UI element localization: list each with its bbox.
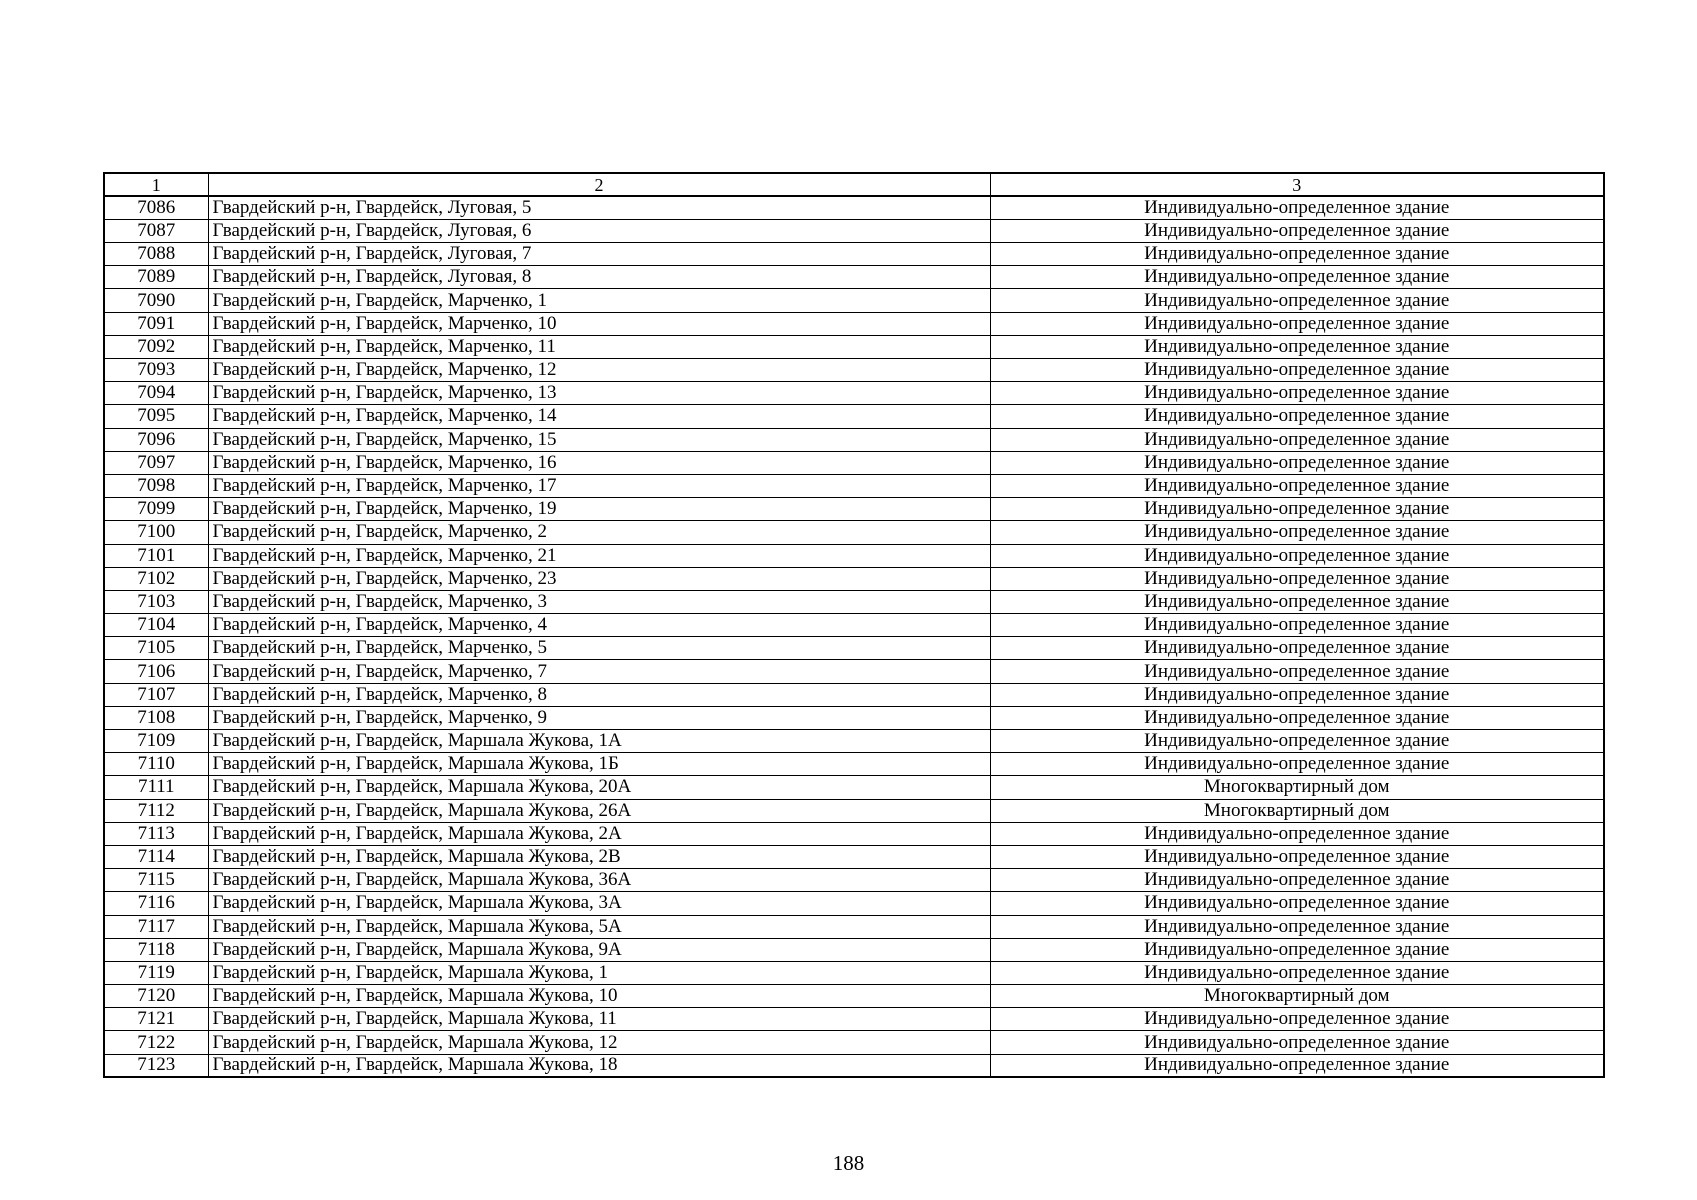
building-type-cell: Индивидуально-определенное здание (990, 428, 1604, 451)
row-number-cell: 7105 (104, 637, 208, 660)
table-row (104, 289, 1604, 312)
building-type-cell: Индивидуально-определенное здание (990, 567, 1604, 590)
row-number-cell: 7093 (104, 359, 208, 382)
table-row (104, 915, 1604, 938)
table-row (104, 961, 1604, 984)
building-type-cell: Индивидуально-определенное здание (990, 1031, 1604, 1054)
building-type-cell: Индивидуально-определенное здание (990, 892, 1604, 915)
row-number-cell: 7118 (104, 938, 208, 961)
building-type-cell: Индивидуально-определенное здание (990, 1054, 1604, 1077)
row-number-cell: 7123 (104, 1054, 208, 1077)
building-type-cell: Индивидуально-определенное здание (990, 382, 1604, 405)
column-header-address: 2 (208, 173, 990, 196)
address-cell: Гвардейский р-н, Гвардейск, Марченко, 16 (208, 451, 990, 474)
address-cell: Гвардейский р-н, Гвардейск, Марченко, 2 (208, 521, 990, 544)
row-number-cell: 7089 (104, 266, 208, 289)
address-cell: Гвардейский р-н, Гвардейск, Луговая, 8 (208, 266, 990, 289)
table-row (104, 985, 1604, 1008)
building-type-cell: Индивидуально-определенное здание (990, 660, 1604, 683)
row-number-cell: 7098 (104, 474, 208, 497)
building-type-cell: Индивидуально-определенное здание (990, 590, 1604, 613)
row-number-cell: 7114 (104, 845, 208, 868)
table-row (104, 637, 1604, 660)
row-number-cell: 7115 (104, 869, 208, 892)
table-row (104, 243, 1604, 266)
row-number-cell: 7113 (104, 822, 208, 845)
row-number-cell: 7122 (104, 1031, 208, 1054)
row-number-cell: 7120 (104, 985, 208, 1008)
row-number-cell: 7097 (104, 451, 208, 474)
address-cell: Гвардейский р-н, Гвардейск, Маршала Жукова, 1А (208, 730, 990, 753)
address-cell: Гвардейский р-н, Гвардейск, Марченко, 23 (208, 567, 990, 590)
row-number-cell: 7095 (104, 405, 208, 428)
building-type-cell: Индивидуально-определенное здание (990, 730, 1604, 753)
address-cell: Гвардейский р-н, Гвардейск, Марченко, 17 (208, 474, 990, 497)
table-row (104, 266, 1604, 289)
building-type-cell: Индивидуально-определенное здание (990, 614, 1604, 637)
building-type-cell: Индивидуально-определенное здание (990, 845, 1604, 868)
row-number-cell: 7110 (104, 753, 208, 776)
row-number-cell: 7086 (104, 196, 208, 219)
address-cell: Гвардейский р-н, Гвардейск, Маршала Жукова, 12 (208, 1031, 990, 1054)
table-row (104, 335, 1604, 358)
row-number-cell: 7119 (104, 961, 208, 984)
address-cell: Гвардейский р-н, Гвардейск, Марченко, 5 (208, 637, 990, 660)
building-type-cell: Индивидуально-определенное здание (990, 474, 1604, 497)
building-type-cell: Индивидуально-определенное здание (990, 335, 1604, 358)
table-row (104, 845, 1604, 868)
building-type-cell: Индивидуально-определенное здание (990, 451, 1604, 474)
table-row (104, 590, 1604, 613)
building-type-cell: Индивидуально-определенное здание (990, 1008, 1604, 1031)
building-type-cell: Индивидуально-определенное здание (990, 938, 1604, 961)
address-cell: Гвардейский р-н, Гвардейск, Маршала Жукова, 26А (208, 799, 990, 822)
address-cell: Гвардейский р-н, Гвардейск, Маршала Жукова, 1Б (208, 753, 990, 776)
table-row (104, 428, 1604, 451)
table-row (104, 382, 1604, 405)
building-type-cell: Индивидуально-определенное здание (990, 243, 1604, 266)
row-number-cell: 7111 (104, 776, 208, 799)
row-number-cell: 7109 (104, 730, 208, 753)
address-cell: Гвардейский р-н, Гвардейск, Марченко, 4 (208, 614, 990, 637)
table-row (104, 196, 1604, 219)
address-cell: Гвардейский р-н, Гвардейск, Марченко, 9 (208, 706, 990, 729)
address-cell: Гвардейский р-н, Гвардейск, Марченко, 7 (208, 660, 990, 683)
address-cell: Гвардейский р-н, Гвардейск, Маршала Жукова, 20А (208, 776, 990, 799)
column-header-type: 3 (990, 173, 1604, 196)
table-row (104, 1054, 1604, 1077)
address-cell: Гвардейский р-н, Гвардейск, Маршала Жукова, 11 (208, 1008, 990, 1031)
address-cell: Гвардейский р-н, Гвардейск, Марченко, 14 (208, 405, 990, 428)
row-number-cell: 7101 (104, 544, 208, 567)
address-cell: Гвардейский р-н, Гвардейск, Марченко, 12 (208, 359, 990, 382)
address-cell: Гвардейский р-н, Гвардейск, Маршала Жукова, 10 (208, 985, 990, 1008)
column-header-number: 1 (104, 173, 208, 196)
row-number-cell: 7090 (104, 289, 208, 312)
row-number-cell: 7112 (104, 799, 208, 822)
address-cell: Гвардейский р-н, Гвардейск, Марченко, 3 (208, 590, 990, 613)
table-row (104, 498, 1604, 521)
table-row (104, 892, 1604, 915)
row-number-cell: 7100 (104, 521, 208, 544)
table-row (104, 776, 1604, 799)
building-type-cell: Индивидуально-определенное здание (990, 312, 1604, 335)
building-type-cell: Индивидуально-определенное здание (990, 289, 1604, 312)
row-number-cell: 7099 (104, 498, 208, 521)
address-cell: Гвардейский р-н, Гвардейск, Маршала Жукова, 18 (208, 1054, 990, 1077)
row-number-cell: 7117 (104, 915, 208, 938)
table-row (104, 1031, 1604, 1054)
address-cell: Гвардейский р-н, Гвардейск, Марченко, 10 (208, 312, 990, 335)
table-row (104, 1008, 1604, 1031)
row-number-cell: 7104 (104, 614, 208, 637)
address-cell: Гвардейский р-н, Гвардейск, Марченко, 19 (208, 498, 990, 521)
row-number-cell: 7107 (104, 683, 208, 706)
building-type-cell: Индивидуально-определенное здание (990, 915, 1604, 938)
table-row (104, 474, 1604, 497)
table-row (104, 869, 1604, 892)
row-number-cell: 7094 (104, 382, 208, 405)
row-number-cell: 7092 (104, 335, 208, 358)
table-row (104, 938, 1604, 961)
building-type-cell: Индивидуально-определенное здание (990, 405, 1604, 428)
table-row (104, 544, 1604, 567)
address-cell: Гвардейский р-н, Гвардейск, Маршала Жукова, 5А (208, 915, 990, 938)
address-cell: Гвардейский р-н, Гвардейск, Луговая, 7 (208, 243, 990, 266)
address-cell: Гвардейский р-н, Гвардейск, Маршала Жукова, 36А (208, 869, 990, 892)
address-cell: Гвардейский р-н, Гвардейск, Маршала Жукова, 9А (208, 938, 990, 961)
table-header-row (104, 173, 1604, 196)
address-cell: Гвардейский р-н, Гвардейск, Луговая, 5 (208, 196, 990, 219)
building-type-cell: Многоквартирный дом (990, 776, 1604, 799)
table-row (104, 312, 1604, 335)
address-cell: Гвардейский р-н, Гвардейск, Марченко, 11 (208, 335, 990, 358)
address-cell: Гвардейский р-н, Гвардейск, Марченко, 21 (208, 544, 990, 567)
address-cell: Гвардейский р-н, Гвардейск, Марченко, 8 (208, 683, 990, 706)
building-type-cell: Индивидуально-определенное здание (990, 498, 1604, 521)
table-row (104, 753, 1604, 776)
table-body (104, 196, 1604, 1077)
row-number-cell: 7108 (104, 706, 208, 729)
table-row (104, 660, 1604, 683)
row-number-cell: 7091 (104, 312, 208, 335)
row-number-cell: 7088 (104, 243, 208, 266)
row-number-cell: 7121 (104, 1008, 208, 1031)
row-number-cell: 7087 (104, 219, 208, 242)
building-type-cell: Индивидуально-определенное здание (990, 266, 1604, 289)
row-number-cell: 7096 (104, 428, 208, 451)
building-type-cell: Индивидуально-определенное здание (990, 961, 1604, 984)
table-row (104, 683, 1604, 706)
table-row (104, 521, 1604, 544)
building-type-cell: Индивидуально-определенное здание (990, 219, 1604, 242)
building-type-cell: Индивидуально-определенное здание (990, 683, 1604, 706)
page-number: 188 (832, 1151, 865, 1175)
building-type-cell: Индивидуально-определенное здание (990, 637, 1604, 660)
row-number-cell: 7102 (104, 567, 208, 590)
table-row (104, 730, 1604, 753)
row-number-cell: 7116 (104, 892, 208, 915)
table-row (104, 822, 1604, 845)
table-row (104, 359, 1604, 382)
building-type-cell: Индивидуально-определенное здание (990, 822, 1604, 845)
table-row (104, 799, 1604, 822)
building-type-cell: Индивидуально-определенное здание (990, 869, 1604, 892)
row-number-cell: 7103 (104, 590, 208, 613)
building-type-cell: Индивидуально-определенное здание (990, 196, 1604, 219)
address-cell: Гвардейский р-н, Гвардейск, Марченко, 13 (208, 382, 990, 405)
address-cell: Гвардейский р-н, Гвардейск, Маршала Жукова, 2В (208, 845, 990, 868)
building-type-cell: Индивидуально-определенное здание (990, 753, 1604, 776)
building-type-cell: Индивидуально-определенное здание (990, 359, 1604, 382)
table-row (104, 614, 1604, 637)
table-row (104, 567, 1604, 590)
row-number-cell: 7106 (104, 660, 208, 683)
building-type-cell: Индивидуально-определенное здание (990, 544, 1604, 567)
registry-table (103, 172, 1605, 1078)
building-type-cell: Индивидуально-определенное здание (990, 706, 1604, 729)
address-cell: Гвардейский р-н, Гвардейск, Маршала Жукова, 2А (208, 822, 990, 845)
building-type-cell: Индивидуально-определенное здание (990, 521, 1604, 544)
address-cell: Гвардейский р-н, Гвардейск, Маршала Жукова, 1 (208, 961, 990, 984)
building-type-cell: Многоквартирный дом (990, 985, 1604, 1008)
table-row (104, 405, 1604, 428)
address-cell: Гвардейский р-н, Гвардейск, Маршала Жукова, 3А (208, 892, 990, 915)
table-row (104, 451, 1604, 474)
address-cell: Гвардейский р-н, Гвардейск, Марченко, 1 (208, 289, 990, 312)
address-cell: Гвардейский р-н, Гвардейск, Луговая, 6 (208, 219, 990, 242)
table-row (104, 706, 1604, 729)
address-cell: Гвардейский р-н, Гвардейск, Марченко, 15 (208, 428, 990, 451)
building-type-cell: Многоквартирный дом (990, 799, 1604, 822)
table-row (104, 219, 1604, 242)
